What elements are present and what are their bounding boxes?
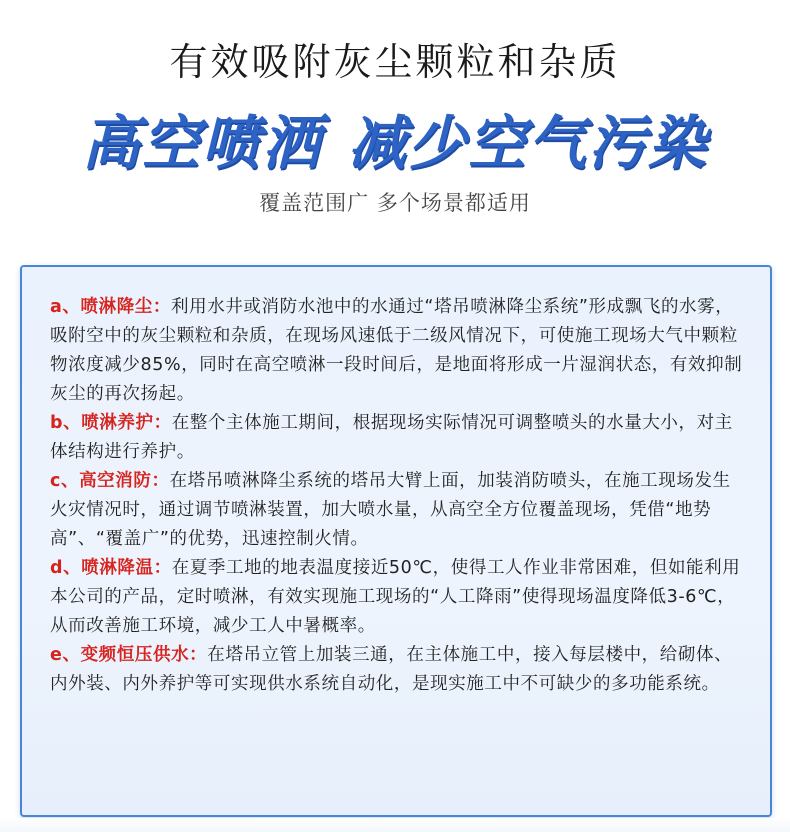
item-label: c、高空消防： (50, 471, 170, 491)
item-text: 在整个主体施工期间，根据现场实际情况可调整喷头的水量大小，对主体结构进行养护。 (50, 413, 733, 462)
item-spray-curing (50, 409, 746, 467)
item-text: 利用水井或消防水池中的水通过“塔吊喷淋降尘系统”形成飘飞的水雾，吸附空中的灰尘颗粒和杂质，在现场风速低于二级风情况下，可使施工现场大气中颗粒物浓度减少85%，同时在高空喷淋一段时间后，是地面将形成一片湿润状态，有效抑制灰尘的再次扬起。 (50, 297, 743, 404)
subtitle: 覆盖范围广 多个场景都适用 (259, 191, 531, 215)
headline-right: 减少空气污染 (348, 109, 709, 177)
item-water-supply (50, 641, 746, 699)
description-list (50, 293, 746, 699)
headline-left: 高空喷洒 (81, 109, 322, 177)
item-label: a、喷淋降尘： (50, 297, 172, 317)
page-title: 有效吸附灰尘颗粒和杂质 (169, 40, 621, 84)
item-spray-cooling (50, 554, 746, 641)
item-spray-dust (50, 293, 746, 409)
headline (0, 103, 790, 183)
item-text: 在夏季工地的地表温度接近50℃，使得工人作业非常困难，但如能利用本公司的产品，定时喷淋，有效实现施工现场的“人工降雨”使得现场温度降低3-6℃，从而改善施工环境，减少工人中暑概率。 (50, 558, 741, 636)
item-text: 在塔吊喷淋降尘系统的塔吊大臂上面，加装消防喷头，在施工现场发生火灾情况时，通过调节喷淋装置，加大喷水量，从高空全方位覆盖现场，凭借“地势高”、“覆盖广”的优势，迅速控制火情。 (50, 471, 731, 549)
description-panel (20, 265, 772, 817)
item-fire-fighting (50, 467, 746, 554)
item-label: b、喷淋养护： (50, 413, 172, 433)
item-label: d、喷淋降温： (50, 558, 172, 578)
item-label: e、变频恒压供水： (50, 645, 208, 665)
bottom-divider (0, 818, 790, 832)
item-text: 在塔吊立管上加装三通，在主体施工中，接入每层楼中，给砌体、内外装、内外养护等可实现供水系统自动化，是现实施工中不可缺少的多功能系统。 (50, 645, 733, 694)
